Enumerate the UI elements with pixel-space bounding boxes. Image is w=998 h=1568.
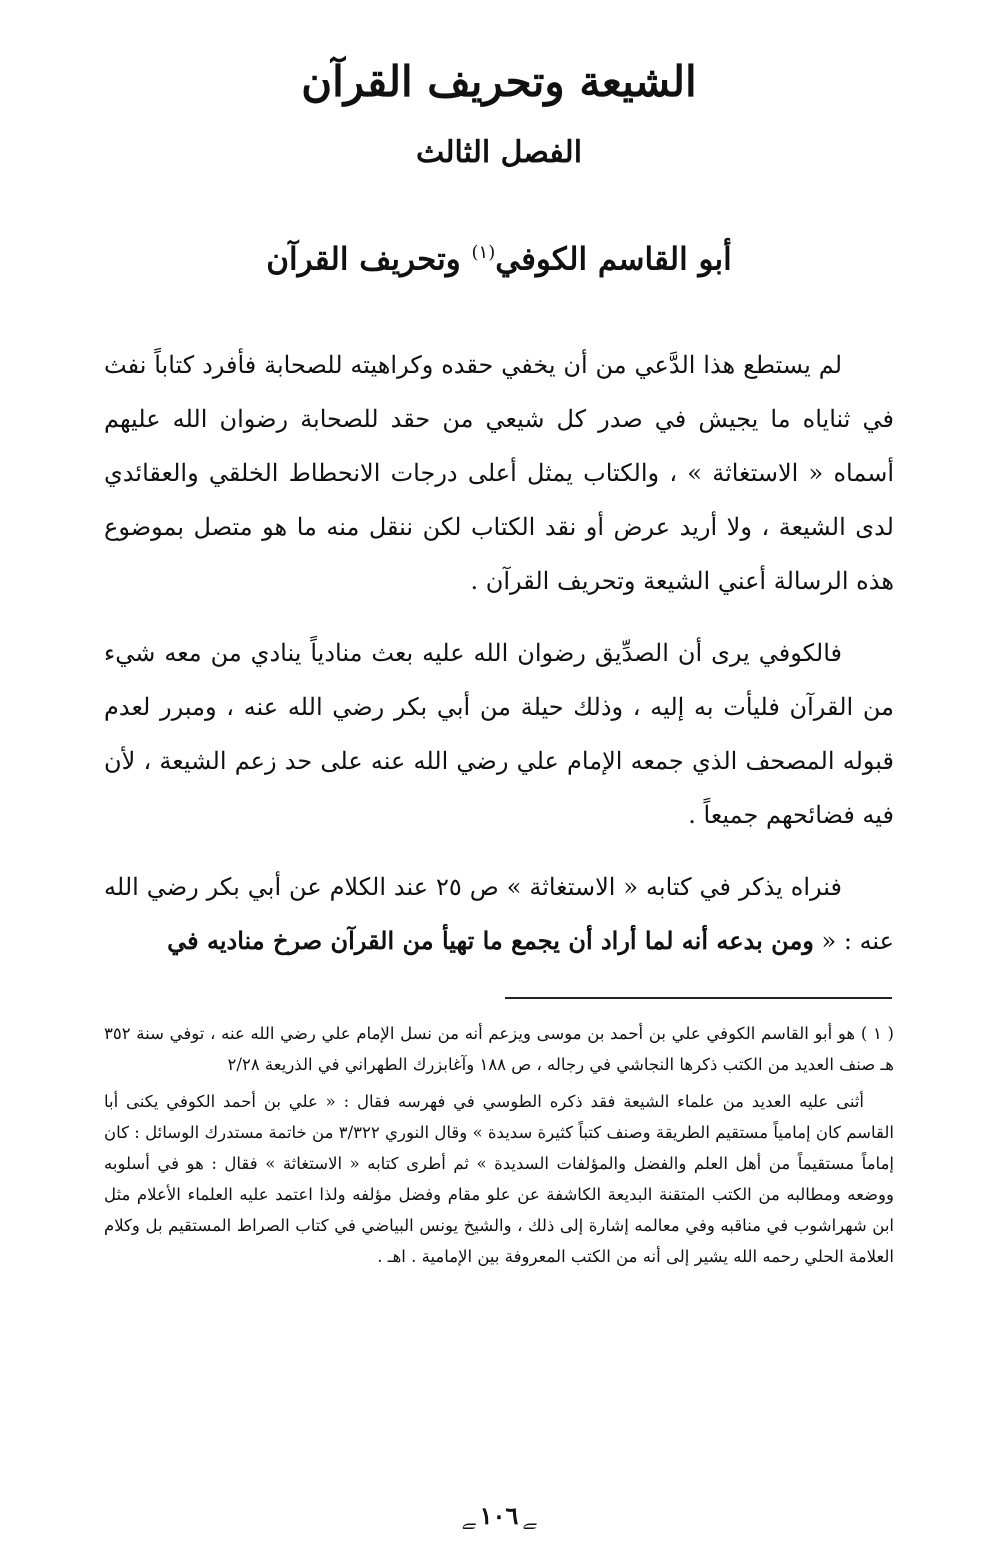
footnote: ( ١ ) هو أبو القاسم الكوفي علي بن أحمد بن موسى ويزعم أنه من نسل الإمام علي رضي الله عنه ، توفي سنة ٣٥٢ هـ صنف العديد من الكتب ذكرها النجاشي في رجاله ، ص ١٨٨ وآغابزرك الطهراني في الذريعة ٢/٢٨ bbox=[104, 1024, 894, 1074]
footnote-continuation: أثنى عليه العديد من علماء الشيعة فقد ذكره الطوسي في فهرسه فقال : « علي بن أحمد الكوفي يكنى أبا القاسم كان إمامياً مستقيم الطريقة وصنف كتباً كثيرة سديدة » وقال النوري ٣/٣٢٢ من خاتمة مستدرك الوسائل : كان إماماً مستقيماً من أهل العلم والفضل والمؤلفات السديدة » ثم أطرى كتابه « الاستغاثة » فقال : هو في أسلوبه ووضعه ومطالبه من الكتب المتقنة البديعة الكاشفة عن علو مقام وفضل مؤلفه ولذا اعتمد عليه العلماء الأعلام مثل ابن شهراشوب في مناقبه وفي معالمه إشارة إلى ذلك ، والشيخ يونس البياضي في كتاب الصراط المستقيم بل وكلام العلامة الحلي رحمه الله يشير إلى أنه من الكتب المعروفة بين الإمامية . اهـ . bbox=[104, 1092, 894, 1266]
book-title: الشيعة وتحريف القرآن bbox=[301, 57, 697, 106]
paragraph bbox=[104, 860, 894, 968]
ornament-icon: ﮯ bbox=[461, 1505, 476, 1530]
paragraph-text: فنراه يذكر في كتابه « الاستغاثة » ص ٢٥ عند الكلام عن أبي بكر رضي الله عنه : « bbox=[104, 873, 894, 955]
paragraph: فالكوفي يرى أن الصدِّيق رضوان الله عليه بعث منادياً ينادي من معه شيء من القرآن فليأت به إليه ، وذلك حيلة من أبي بكر رضي الله عنه ، ومبرر لعدم قبوله المصحف الذي جمعه الإمام علي رضي الله عنه على حد زعم الشيعة ، لأن فيه فضائحهم جميعاً . bbox=[104, 639, 894, 829]
section-title-main: أبو القاسم الكوفي bbox=[495, 241, 732, 278]
page-number-value: ١٠٦ bbox=[479, 1501, 519, 1530]
section-title bbox=[0, 226, 998, 286]
page-number bbox=[0, 1496, 998, 1538]
footnotes bbox=[104, 1018, 894, 1278]
footnote-marker: (١) bbox=[471, 242, 496, 263]
footnote-divider bbox=[505, 997, 892, 999]
quoted-bold-text: ومن بدعه أنه لما أراد أن يجمع ما تهيأ من القرآن صرخ مناديه في bbox=[167, 926, 814, 955]
paragraph: لم يستطع هذا الدَّعي من أن يخفي حقده وكراهيته للصحابة فأفرد كتاباً نفث في ثناياه ما يجيش في صدر كل شيعي من حقد للصحابة رضوان الله عليهم أسماه « الاستغاثة » ، والكتاب يمثل أعلى درجات الانحطاط الخلقي والعقائدي لدى الشيعة ، ولا أريد عرض أو نقد الكتاب لكن ننقل منه ما هو متصل بموضوع هذه الرسالة أعني الشيعة وتحريف القرآن . bbox=[104, 351, 894, 595]
section-title-tail: وتحريف القرآن bbox=[266, 241, 461, 278]
ornament-icon: ﮯ bbox=[522, 1505, 537, 1530]
body-text bbox=[104, 338, 894, 986]
chapter-heading: الفصل الثالث bbox=[415, 135, 583, 170]
